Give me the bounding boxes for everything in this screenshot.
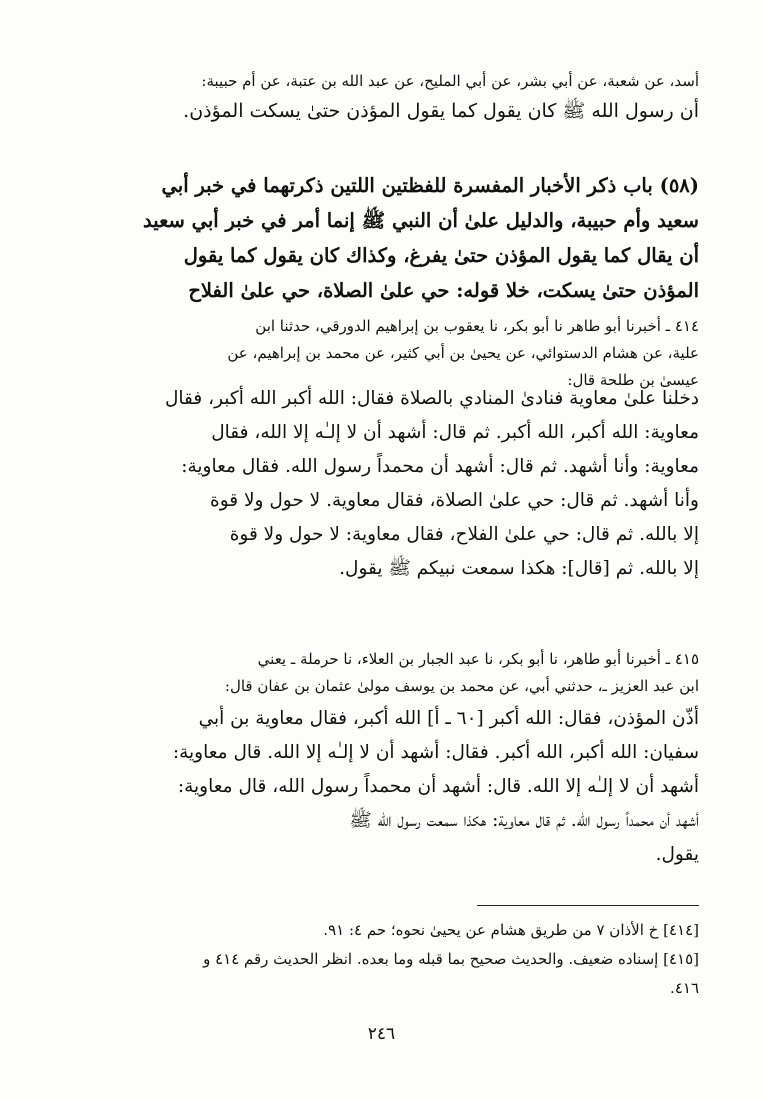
chapter-heading-line: سعيد وأم حبيبة، والدليل علىٰ أن النبي ﷺ إنما أمر في خبر أبي سعيد xyxy=(142,209,699,232)
matn-line: إلا بالله. ثم [قال]: هكذا سمعت نبيكم ﷺ يقول. xyxy=(339,558,699,579)
chapter-heading xyxy=(64,168,699,308)
isnad-line: ٤١٥ ـ أخبرنا أبو طاهر، نا أبو بكر، نا عبد الجبار بن العلاء، نا حرملة ـ يعني xyxy=(257,650,699,668)
hadith-414-text xyxy=(64,382,699,586)
matn-line: سفيان: الله أكبر، الله أكبر. فقال: أشهد أن لا إلـٰه إلا الله. قال معاوية: xyxy=(172,742,699,763)
chapter-heading-line: أن يقال كما يقول المؤذن حتىٰ يفرغ، وكذاك كان يقول كما يقول xyxy=(183,244,699,267)
matn-line: معاوية: الله أكبر، الله أكبر. ثم قال: أشهد أن لا إلـٰه إلا الله، فقال xyxy=(211,422,699,443)
intro-matn-line: أن رسول الله ﷺ كان يقول كما يقول المؤذن حتىٰ يسكت المؤذن. xyxy=(183,100,699,122)
isnad-line: ابن عبد العزيز ـ، حدثني أبي، عن محمد بن يوسف مولىٰ عثمان بن عفان قال: xyxy=(224,677,699,695)
footnote-line: [٤١٥] إسناده ضعيف. والحديث صحيح بما قبله وما بعده. انظر الحديث رقم ٤١٤ و xyxy=(203,950,699,968)
intro-passage xyxy=(64,66,699,126)
isnad-line: عيسىٰ بن طلحة قال: xyxy=(567,371,699,389)
matn-line: أشهد أن لا إلـٰه إلا الله. قال: أشهد أن محمداً رسول الله، قال معاوية: xyxy=(177,776,699,797)
chapter-heading-line: (٥٨) باب ذكر الأخبار المفسرة للفظتين اللتين ذكرتهما في خبر أبي xyxy=(161,174,699,197)
footnote-line: [٤١٤] خ الأذان ٧ من طريق هشام عن يحيىٰ نحوه؛ حم ٤: ٩١. xyxy=(323,921,699,939)
isnad-line: ٤١٤ ـ أخبرنا أبو طاهر نا أبو بكر، نا يعقوب بن إبراهيم الدورقي، حدثنا ابن xyxy=(255,317,699,335)
footnotes xyxy=(64,916,699,1003)
isnad-line: علية، عن هشام الدستوائي، عن يحيىٰ بن أبي كثير، عن محمد بن إبراهيم، عن xyxy=(227,344,699,362)
matn-line: دخلنا علىٰ معاوية فنادىٰ المنادي بالصلاة فقال: الله أكبر الله أكبر، فقال xyxy=(164,388,699,409)
hadith-415-text xyxy=(64,702,699,872)
page-number: ٢٤٦ xyxy=(367,1024,396,1044)
footnote-divider xyxy=(477,905,699,906)
matn-line: أشهد أن محمداً رسول الله. ثم قال معاوية: هكذا سمعت رسول الله ﷺ xyxy=(349,810,699,831)
matn-line: وأنا أشهد. ثم قال: حي علىٰ الصلاة، فقال معاوية. لا حول ولا قوة xyxy=(210,490,699,511)
hadith-415-isnad xyxy=(64,646,699,700)
matn-line: إلا بالله. ثم قال: حي علىٰ الفلاح، فقال معاوية: لا حول ولا قوة xyxy=(229,524,699,545)
matn-line: معاوية: وأنا أشهد. ثم قال: أشهد أن محمداً رسول الله. فقال معاوية: xyxy=(181,456,699,477)
chapter-heading-line: المؤذن حتىٰ يسكت، خلا قوله: حي علىٰ الصلاة، حي علىٰ الفلاح xyxy=(188,279,699,302)
intro-isnad-line: أسد، عن شعبة، عن أبي بشر، عن أبي المليح، عن عبد الله بن عتبة، عن أم حبيبة: xyxy=(201,72,699,90)
footnote-line: ٤١٦. xyxy=(670,979,699,997)
matn-line: يقول. xyxy=(655,844,699,865)
matn-line: أذّن المؤذن، فقال: الله أكبر [٦٠ ـ أ] الله أكبر، فقال معاوية بن أبي xyxy=(198,708,699,729)
